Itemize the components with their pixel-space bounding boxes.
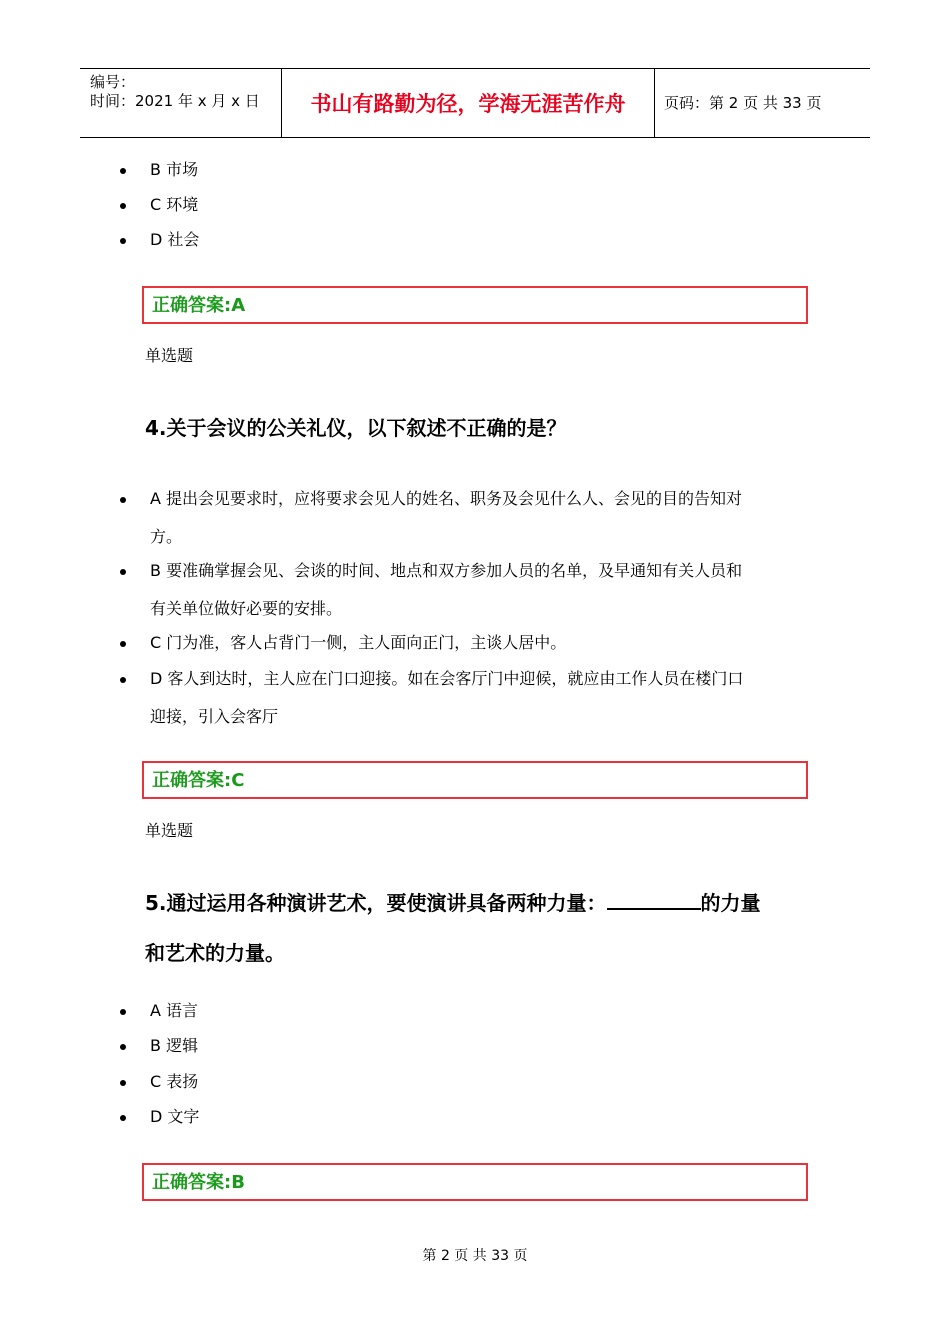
bullet-icon — [120, 168, 126, 174]
bullet-icon — [120, 569, 126, 575]
bullet-icon — [120, 497, 126, 503]
header-right-cell — [655, 69, 870, 137]
question-type: 单选题 — [145, 346, 194, 365]
header-page-code: 页码：第 2 页 共 33 页 — [664, 94, 822, 112]
q4-option-d — [150, 669, 810, 727]
q5-option-a: A 语言 — [150, 1001, 199, 1020]
option-line: C 门为准，客人占背门一侧，主人面向正门，主谈人居中。 — [150, 633, 567, 652]
option-b-market: B 市场 — [150, 160, 199, 179]
q4-option-a — [150, 489, 810, 547]
question-5-title-part1: 5.通过运用各种演讲艺术，要使演讲具备两种力量： — [145, 891, 607, 915]
time-label: 时间：2021 年 x 月 x 日 — [90, 92, 260, 110]
header-middle-cell — [282, 69, 655, 137]
q5-option-b: B 逻辑 — [150, 1036, 199, 1055]
bullet-icon — [120, 1044, 126, 1050]
page-header — [80, 68, 870, 138]
option-d-society: D 社会 — [150, 230, 200, 249]
option-line-continued: 迎接，引入会客厅 — [150, 707, 279, 726]
option-line: A 提出会见要求时，应将要求会见人的姓名、职务及会见什么人、会见的目的告知对 — [150, 489, 743, 508]
option-c-environment: C 环境 — [150, 195, 199, 214]
bullet-icon — [120, 1115, 126, 1121]
bullet-icon — [120, 238, 126, 244]
question-5-title-part2: 的力量 — [700, 891, 761, 915]
option-line-continued: 有关单位做好必要的安排。 — [150, 599, 343, 618]
serial-label: 编号： — [90, 73, 136, 91]
answer-box — [142, 761, 808, 799]
q4-option-c — [150, 633, 810, 653]
option-line: B 要准确掌握会见、会谈的时间、地点和双方参加人员的名单，及早通知有关人员和 — [150, 561, 743, 580]
option-line: D 客人到达时，主人应在门口迎接。如在会客厅门中迎候，就应由工作人员在楼门口 — [150, 669, 744, 688]
bullet-icon — [120, 641, 126, 647]
bullet-icon — [120, 1009, 126, 1015]
question-5-title-line2: 和艺术的力量。 — [145, 941, 285, 965]
q5-option-d: D 文字 — [150, 1107, 200, 1126]
correct-answer: 正确答案:C — [152, 770, 245, 791]
page-footer: 第 2 页 共 33 页 — [422, 1248, 528, 1264]
answer-box — [142, 286, 808, 324]
option-line-continued: 方。 — [150, 527, 183, 546]
question-type: 单选题 — [145, 821, 194, 840]
q5-option-c: C 表扬 — [150, 1072, 199, 1091]
header-motto: 书山有路勤为径，学海无涯苦作舟 — [310, 92, 626, 116]
fill-in-blank — [607, 890, 701, 910]
header-left-cell — [80, 69, 282, 137]
question-4-title: 4.关于会议的公关礼仪，以下叙述不正确的是？ — [145, 416, 567, 440]
bullet-icon — [120, 203, 126, 209]
bullet-icon — [120, 677, 126, 683]
correct-answer: 正确答案:B — [152, 1172, 245, 1193]
q4-option-b — [150, 561, 810, 619]
bullet-icon — [120, 1080, 126, 1086]
answer-box — [142, 1163, 808, 1201]
correct-answer: 正确答案:A — [152, 295, 246, 316]
question-5-title — [145, 890, 761, 915]
